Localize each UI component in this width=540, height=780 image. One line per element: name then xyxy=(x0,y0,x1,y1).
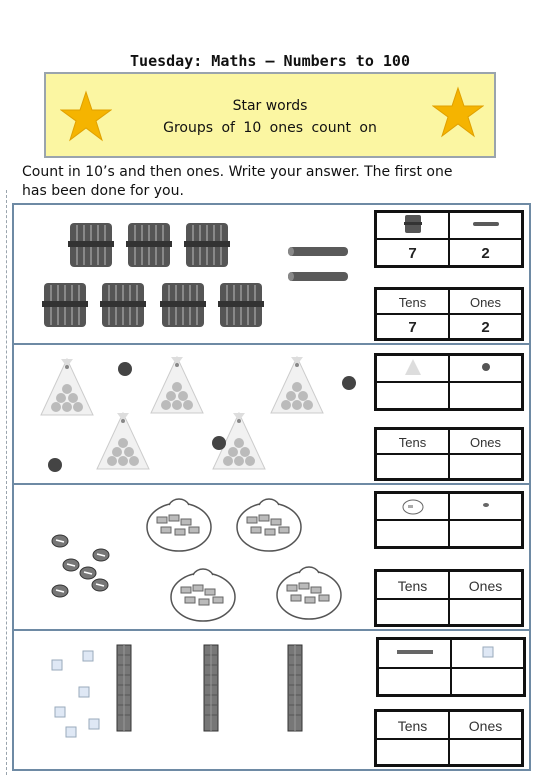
tens-count-blank[interactable] xyxy=(378,668,451,695)
answer-grid xyxy=(374,427,524,481)
star-words-box xyxy=(44,72,496,158)
question-row-1 xyxy=(14,205,529,345)
stick-bundles-image xyxy=(34,207,374,343)
worksheet-table xyxy=(12,203,531,771)
question-row-2 xyxy=(14,345,529,485)
ones-header: Ones xyxy=(449,571,522,599)
tens-count: 7 xyxy=(376,239,449,266)
question-row-4 xyxy=(14,631,529,769)
count-grid-pictures xyxy=(374,491,524,549)
star-icon xyxy=(432,86,484,138)
left-margin-dashes xyxy=(6,190,7,775)
tens-header: Tens xyxy=(376,429,449,454)
bags-of-coins-image xyxy=(29,487,369,627)
bags-of-balls-image xyxy=(29,347,369,483)
ones-header: Ones xyxy=(449,289,522,314)
instructions: Count in 10’s and then ones. Write your answer. The first one has been done for you. xyxy=(22,164,453,199)
tens-header: Tens xyxy=(376,289,449,314)
base-ten-blocks-image xyxy=(29,633,369,767)
ones-count-blank[interactable] xyxy=(449,520,522,547)
count-grid-pictures xyxy=(376,637,526,697)
page-title: Tuesday: Maths – Numbers to 100 xyxy=(130,52,410,70)
ball-icon xyxy=(475,356,497,378)
ones-count: 2 xyxy=(449,239,522,266)
coin-icon xyxy=(475,494,497,516)
tens-count-blank[interactable] xyxy=(376,520,449,547)
tens-picture-cell xyxy=(376,355,449,382)
question-row-3 xyxy=(14,485,529,631)
tens-picture-cell xyxy=(376,493,449,520)
answer-tens-blank[interactable] xyxy=(376,454,449,479)
rod-icon xyxy=(393,640,437,664)
ones-header: Ones xyxy=(449,429,522,454)
bundle-icon xyxy=(402,213,424,235)
answer-tens-blank[interactable] xyxy=(376,599,449,625)
tens-picture-cell xyxy=(376,212,449,239)
cube-icon xyxy=(477,640,499,664)
ones-picture-cell xyxy=(449,493,522,520)
count-grid-pictures xyxy=(374,210,524,268)
answer-tens-blank[interactable] xyxy=(376,739,449,765)
answer-ones-blank[interactable] xyxy=(449,739,522,765)
answer-tens: 7 xyxy=(376,314,449,339)
ones-picture-cell xyxy=(449,212,522,239)
star-words-list: Groups of 10 ones count on xyxy=(163,120,377,136)
answer-ones-blank[interactable] xyxy=(449,454,522,479)
star-words-heading: Star words xyxy=(232,98,308,114)
tens-count-blank[interactable] xyxy=(376,382,449,409)
ones-picture-cell xyxy=(451,639,524,668)
answer-grid xyxy=(374,709,524,767)
answer-ones-blank[interactable] xyxy=(449,599,522,625)
ones-header: Ones xyxy=(449,711,522,739)
coin-bag-icon xyxy=(401,494,425,516)
ones-picture-cell xyxy=(449,355,522,382)
ones-count-blank[interactable] xyxy=(449,382,522,409)
stick-icon xyxy=(471,213,501,235)
tens-picture-cell xyxy=(378,639,451,668)
tens-header: Tens xyxy=(376,711,449,739)
answer-grid xyxy=(374,569,524,627)
tens-header: Tens xyxy=(376,571,449,599)
ones-count-blank[interactable] xyxy=(451,668,524,695)
count-grid-pictures xyxy=(374,353,524,411)
answer-ones: 2 xyxy=(449,314,522,339)
bag-icon xyxy=(402,356,424,378)
answer-grid xyxy=(374,287,524,341)
